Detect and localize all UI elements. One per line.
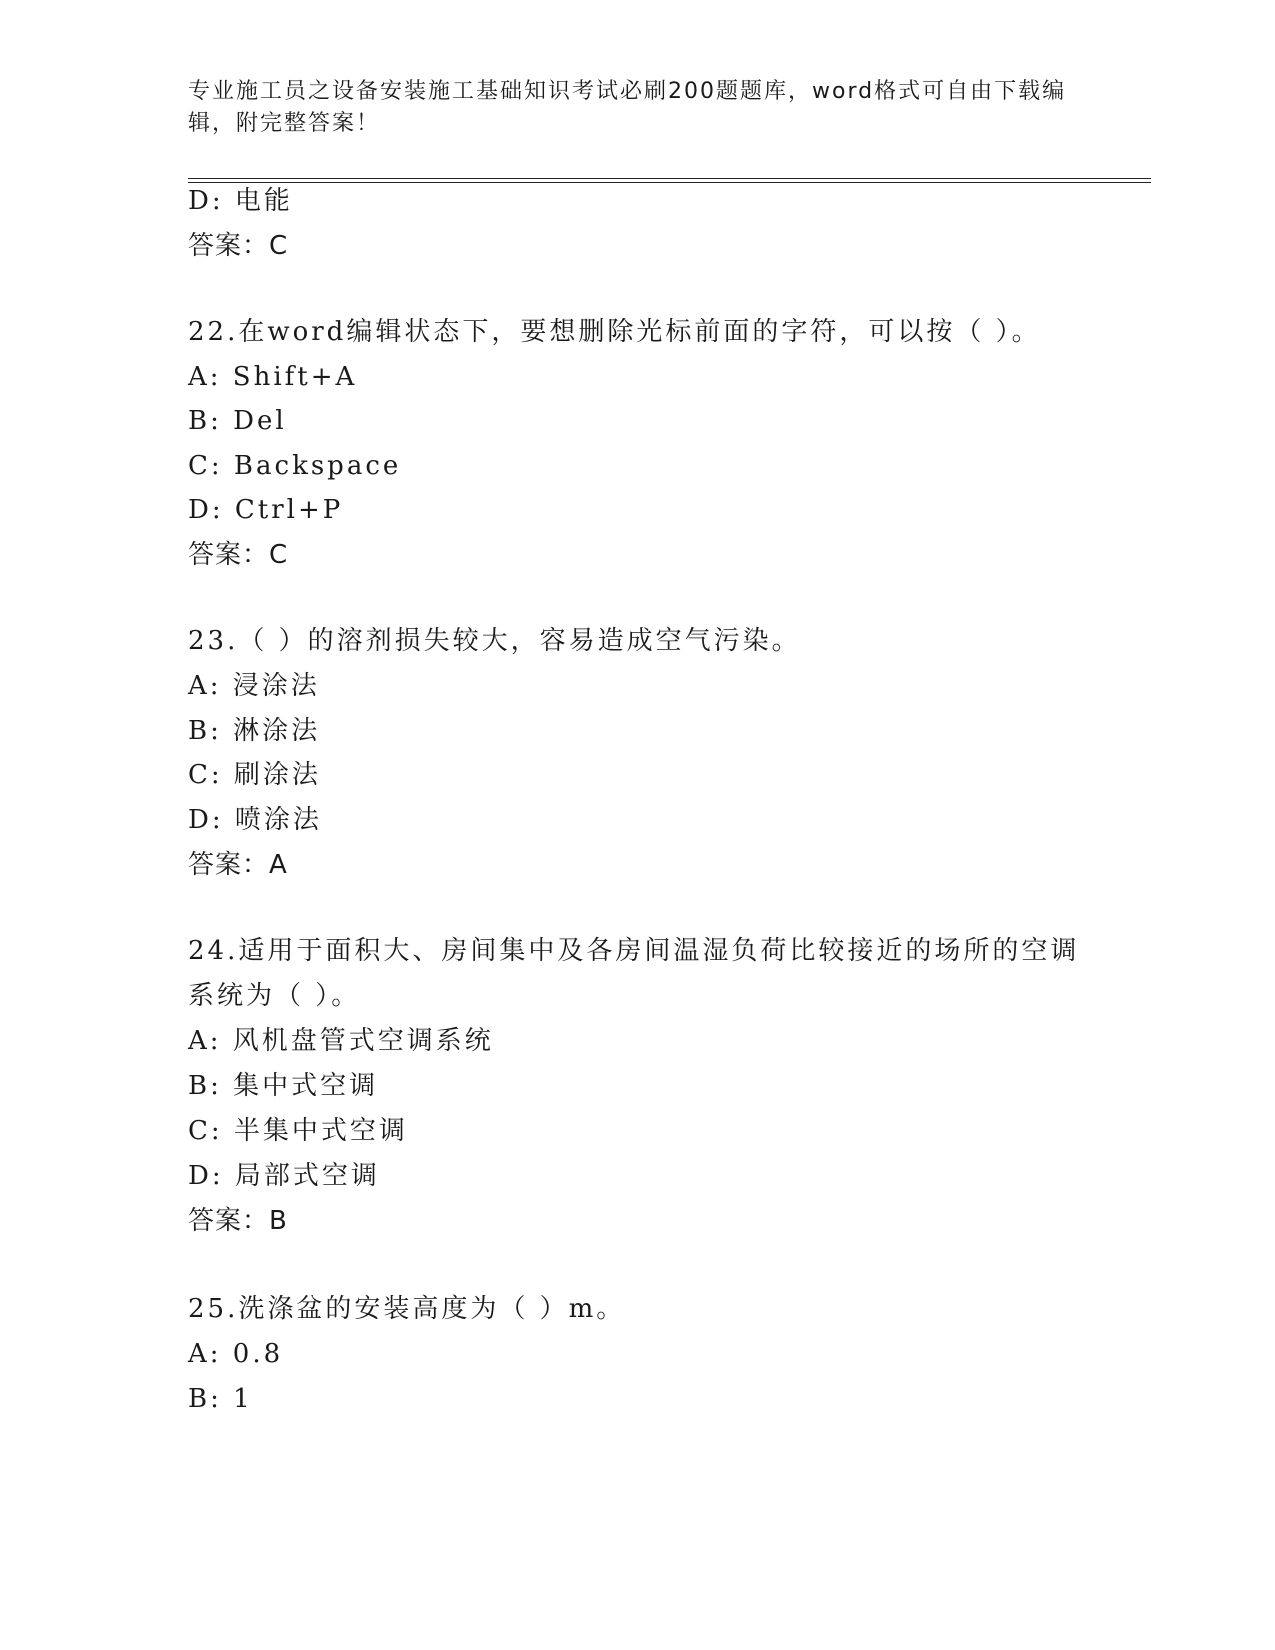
question-25-option-a: A: 0.8 <box>188 1339 284 1369</box>
question-23-option-c: C: 刷涂法 <box>188 760 321 790</box>
question-22-option-c: C: Backspace <box>188 451 402 481</box>
question-24-answer: 答案：B <box>188 1206 288 1236</box>
question-24-option-d: D: 局部式空调 <box>188 1161 380 1191</box>
header-divider-top <box>188 178 1151 179</box>
question-24-stem-line-2: 系统为（ ）。 <box>188 981 361 1011</box>
prev-question-option-d: D: 电能 <box>188 186 293 216</box>
question-25-option-b: B: 1 <box>188 1384 253 1414</box>
question-25-stem: 25.洗涤盆的安装高度为（ ）m。 <box>188 1294 626 1324</box>
question-22-stem: 22.在word编辑状态下，要想删除光标前面的字符，可以按（ ）。 <box>188 317 1041 347</box>
question-23-answer: 答案：A <box>188 850 288 880</box>
question-23-option-a: A: 浸涂法 <box>188 671 320 701</box>
question-22-option-a: A: Shift+A <box>188 362 358 392</box>
header-divider-bottom <box>188 182 1151 183</box>
question-22-option-b: B: Del <box>188 406 287 436</box>
question-24-stem-line-1: 24.适用于面积大、房间集中及各房间温湿负荷比较接近的场所的空调 <box>188 936 1080 966</box>
question-24-option-c: C: 半集中式空调 <box>188 1116 408 1146</box>
question-23-option-d: D: 喷涂法 <box>188 805 322 835</box>
question-24-option-a: A: 风机盘管式空调系统 <box>188 1026 494 1056</box>
question-22-answer: 答案：C <box>188 540 289 570</box>
document-header: 专业施工员之设备安装施工基础知识考试必刷200题题库，word格式可自由下载编辑，附完整答案！ <box>188 79 1067 136</box>
question-22-option-d: D: Ctrl+P <box>188 495 344 525</box>
question-23-option-b: B: 淋涂法 <box>188 716 321 746</box>
question-23-stem: 23.（ ）的溶剂损失较大，容易造成空气污染。 <box>188 626 801 656</box>
question-24-option-b: B: 集中式空调 <box>188 1071 379 1101</box>
prev-question-answer: 答案：C <box>188 231 289 261</box>
